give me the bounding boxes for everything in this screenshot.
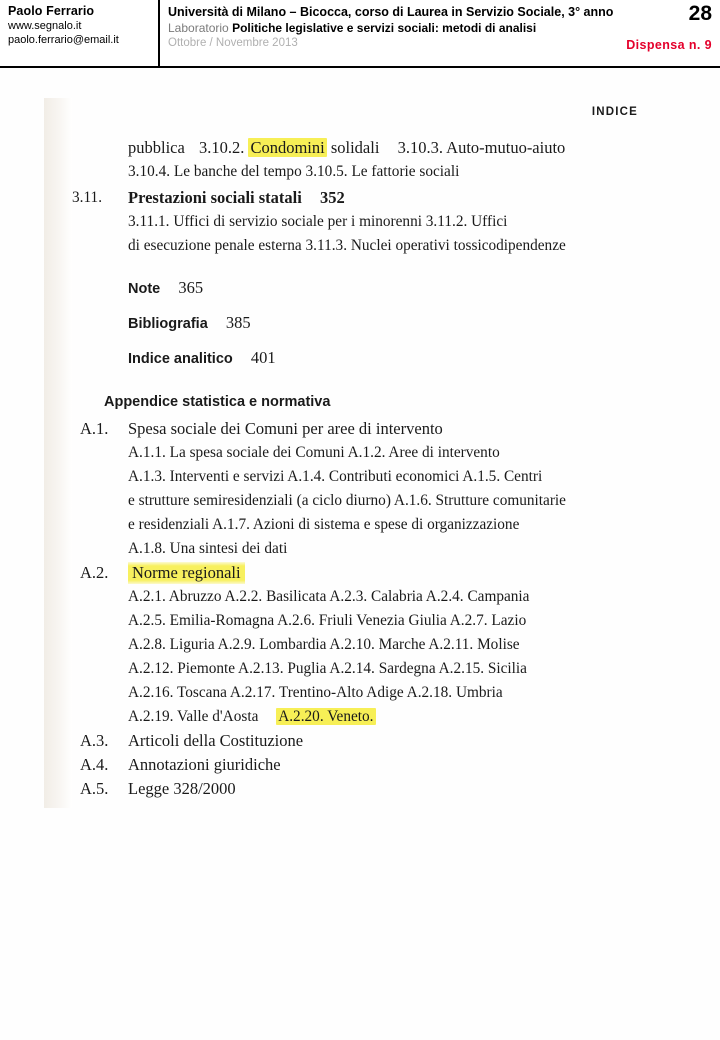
author-block xyxy=(0,0,160,66)
index-entry-3111-3112: 3.11.1. Uffici di servizio sociale per i minorenni 3.11.2. Uffici xyxy=(128,213,508,230)
index-line xyxy=(72,160,652,184)
index-entry-3103: 3.10.3. Auto-mutuo-aiuto xyxy=(397,138,566,157)
index-entry-3113: di esecuzione penale esterna 3.11.3. Nuclei operativi tossicodipendenze xyxy=(128,237,566,254)
index-label-indice-analitico: Indice analitico xyxy=(128,351,233,367)
index-title-prestazioni: Prestazioni sociali statali xyxy=(128,188,302,207)
index-title-a1: Spesa sociale dei Comuni per aree di intervento xyxy=(128,419,443,438)
dispensa-label: Dispensa n. 9 xyxy=(626,38,712,52)
index-num-3102: 3.10.2. xyxy=(198,138,245,157)
spacer xyxy=(72,371,652,389)
index-title-a4: Annotazioni giuridiche xyxy=(128,755,281,774)
index-line-a5 xyxy=(72,777,652,801)
index-line xyxy=(72,489,652,513)
index-content xyxy=(72,136,652,801)
lab-label: Laboratorio xyxy=(168,21,229,35)
index-text-pubblica: pubblica xyxy=(128,138,185,157)
index-line xyxy=(72,537,652,561)
author-name: Paolo Ferrario xyxy=(8,4,95,18)
page-number: 28 xyxy=(688,2,712,25)
index-line xyxy=(72,705,652,729)
index-entry-a25-a27: A.2.5. Emilia-Romagna A.2.6. Friuli Venezia Giulia A.2.7. Lazio xyxy=(128,612,527,629)
index-line-a4 xyxy=(72,753,652,777)
course-date: Ottobre / Novembre 2013 xyxy=(168,37,298,49)
index-num-a3: A.3. xyxy=(80,731,109,750)
index-line xyxy=(72,441,652,465)
index-line-appendice xyxy=(72,389,652,414)
index-label-note: Note xyxy=(128,281,161,297)
index-line-bibliografia xyxy=(72,311,652,336)
index-page-385: 385 xyxy=(225,313,251,332)
index-line xyxy=(72,210,652,234)
author-website[interactable]: www.segnalo.it xyxy=(8,20,82,32)
index-num-a5: A.5. xyxy=(80,779,109,798)
index-line xyxy=(72,681,652,705)
index-line xyxy=(72,465,652,489)
index-entry-a116: e strutture semiresidenziali (a ciclo diurno) A.1.6. Strutture comunitarie xyxy=(128,492,566,509)
author-email[interactable]: paolo.ferrario@email.it xyxy=(8,34,119,46)
index-line xyxy=(72,657,652,681)
index-entry-a216-a218: A.2.16. Toscana A.2.17. Trentino-Alto Adige A.2.18. Umbria xyxy=(128,684,503,701)
index-line xyxy=(72,513,652,537)
index-line-a1 xyxy=(72,417,652,441)
index-page-401: 401 xyxy=(250,348,276,367)
course-title: Università di Milano – Bicocca, corso di Laurea in Servizio Sociale, 3° anno xyxy=(168,5,614,19)
index-entry-a113-a115: A.1.3. Interventi e servizi A.1.4. Contributi economici A.1.5. Centri xyxy=(128,468,543,485)
lab-title: Politiche legislative e servizi sociali: metodi di analisi xyxy=(232,21,537,35)
index-highlight-veneto: A.2.20. Veneto. xyxy=(278,708,374,725)
index-entry-a118: A.1.8. Una sintesi dei dati xyxy=(128,540,288,557)
index-num-311: 3.11. xyxy=(72,189,103,206)
page-header xyxy=(0,0,720,68)
index-line-note xyxy=(72,276,652,301)
index-text-solidali: solidali xyxy=(330,138,380,157)
index-num-a1: A.1. xyxy=(80,419,109,438)
index-line xyxy=(72,136,652,160)
index-line-indice-analitico xyxy=(72,346,652,371)
scan-gutter-shadow xyxy=(44,98,72,808)
index-page-365: 365 xyxy=(178,278,204,297)
index-entry-a212-a215: A.2.12. Piemonte A.2.13. Puglia A.2.14. Sardegna A.2.15. Sicilia xyxy=(128,660,527,677)
spacer xyxy=(72,301,652,311)
index-entry-a28-a211: A.2.8. Liguria A.2.9. Lombardia A.2.10. Marche A.2.11. Molise xyxy=(128,636,520,653)
index-entry-a219: A.2.19. Valle d'Aosta xyxy=(128,708,259,725)
index-highlight-appendice: Appendice statistica e normativa xyxy=(104,390,330,414)
index-num-a2: A.2. xyxy=(80,563,109,582)
scanned-page xyxy=(0,68,720,1040)
index-highlight-condomini: Condomini xyxy=(250,138,325,157)
index-line xyxy=(72,585,652,609)
index-label-bibliografia: Bibliografia xyxy=(128,316,208,332)
index-entry-a111-a112: A.1.1. La spesa sociale dei Comuni A.1.2. Aree di intervento xyxy=(128,444,500,461)
index-entry-a21-a24: A.2.1. Abruzzo A.2.2. Basilicata A.2.3. Calabria A.2.4. Campania xyxy=(128,588,530,605)
index-highlight-norme-regionali: Norme regionali xyxy=(128,562,245,584)
index-line-prestazioni xyxy=(72,186,652,210)
spacer xyxy=(72,336,652,346)
index-line-a2 xyxy=(72,561,652,585)
index-line xyxy=(72,633,652,657)
index-line xyxy=(72,234,652,258)
spacer xyxy=(72,258,652,276)
course-block xyxy=(160,0,720,66)
indice-header-label: INDICE xyxy=(591,106,638,118)
index-entry-3104-3105: 3.10.4. Le banche del tempo 3.10.5. Le fattorie sociali xyxy=(128,163,460,180)
index-title-a3: Articoli della Costituzione xyxy=(128,731,304,750)
index-title-a5: Legge 328/2000 xyxy=(128,779,236,798)
index-entry-a117: e residenziali A.1.7. Azioni di sistema e spese di organizzazione xyxy=(128,516,520,533)
index-line xyxy=(72,609,652,633)
index-num-a4: A.4. xyxy=(80,755,109,774)
index-page-352: 352 xyxy=(319,188,345,207)
lab-line xyxy=(168,20,720,36)
index-line-a3 xyxy=(72,729,652,753)
